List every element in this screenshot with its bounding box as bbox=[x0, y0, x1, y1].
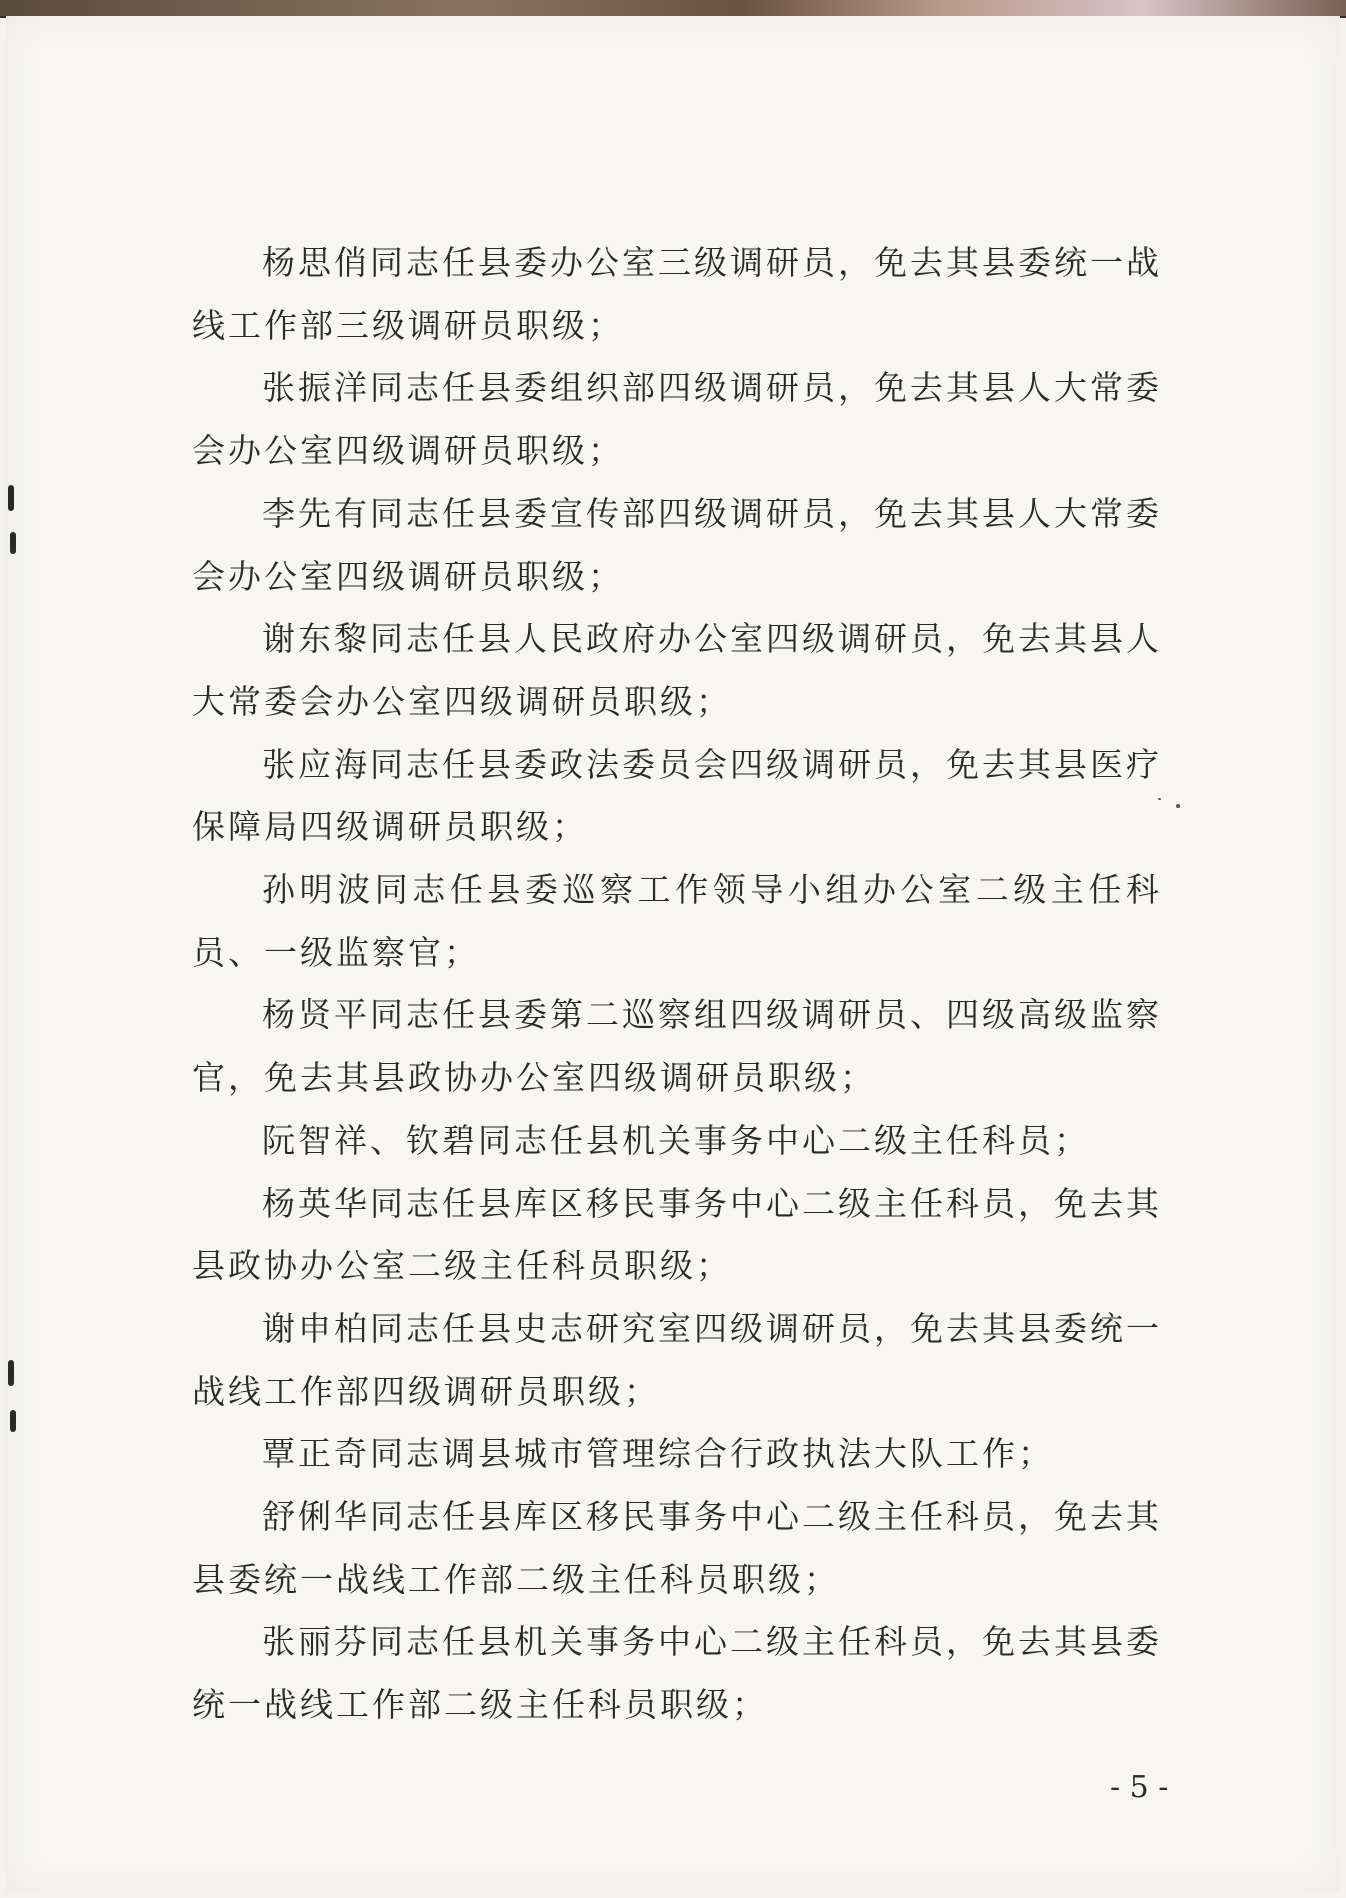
appointment-paragraph: 谢申柏同志任县史志研究室四级调研员，免去其县委统一战线工作部四级调研员职级； bbox=[192, 1308, 1162, 1411]
appointment-paragraph: 覃正奇同志调县城市管理综合行政执法大队工作； bbox=[262, 1434, 1054, 1474]
document-body bbox=[192, 232, 1162, 1737]
appointment-paragraph: 舒俐华同志任县库区移民事务中心二级主任科员，免去其县委统一战线工作部二级主任科员职级； bbox=[192, 1497, 1162, 1599]
scan-speck bbox=[1176, 804, 1180, 808]
binding-hole-mark bbox=[10, 1410, 16, 1432]
binding-hole-mark bbox=[8, 485, 14, 511]
appointment-paragraph: 张振洋同志任县委组织部四级调研员，免去其县人大常委会办公室四级调研员职级； bbox=[192, 368, 1162, 471]
appointment-paragraph: 张丽芬同志任县机关事务中心二级主任科员，免去其县委统一战线工作部二级主任科员职级； bbox=[192, 1622, 1162, 1725]
appointment-paragraph: 杨贤平同志任县委第二巡察组四级调研员、四级高级监察官，免去其县政协办公室四级调研员职级； bbox=[192, 995, 1162, 1098]
appointment-paragraph: 孙明波同志任县委巡察工作领导小组办公室二级主任科员、一级监察官； bbox=[192, 870, 1162, 972]
appointment-paragraph: 李先有同志任县委宣传部四级调研员，免去其县人大常委会办公室四级调研员职级； bbox=[192, 493, 1162, 596]
appointment-paragraph: 阮智祥、钦碧同志任县机关事务中心二级主任科员； bbox=[262, 1120, 1090, 1160]
appointment-paragraph: 张应海同志任县委政法委员会四级调研员，免去其县医疗保障局四级调研员职级； bbox=[192, 744, 1162, 847]
page-number: - 5 - bbox=[1110, 1770, 1169, 1805]
appointment-paragraph: 谢东黎同志任县人民政府办公室四级调研员，免去其县人大常委会办公室四级调研员职级； bbox=[192, 619, 1162, 721]
binding-hole-mark bbox=[8, 1360, 14, 1386]
appointment-paragraph: 杨英华同志任县库区移民事务中心二级主任科员，免去其县政协办公室二级主任科员职级； bbox=[192, 1183, 1162, 1286]
appointment-paragraph: 杨思俏同志任县委办公室三级调研员，免去其县委统一战线工作部三级调研员职级； bbox=[192, 243, 1162, 345]
binding-hole-mark bbox=[10, 532, 16, 554]
